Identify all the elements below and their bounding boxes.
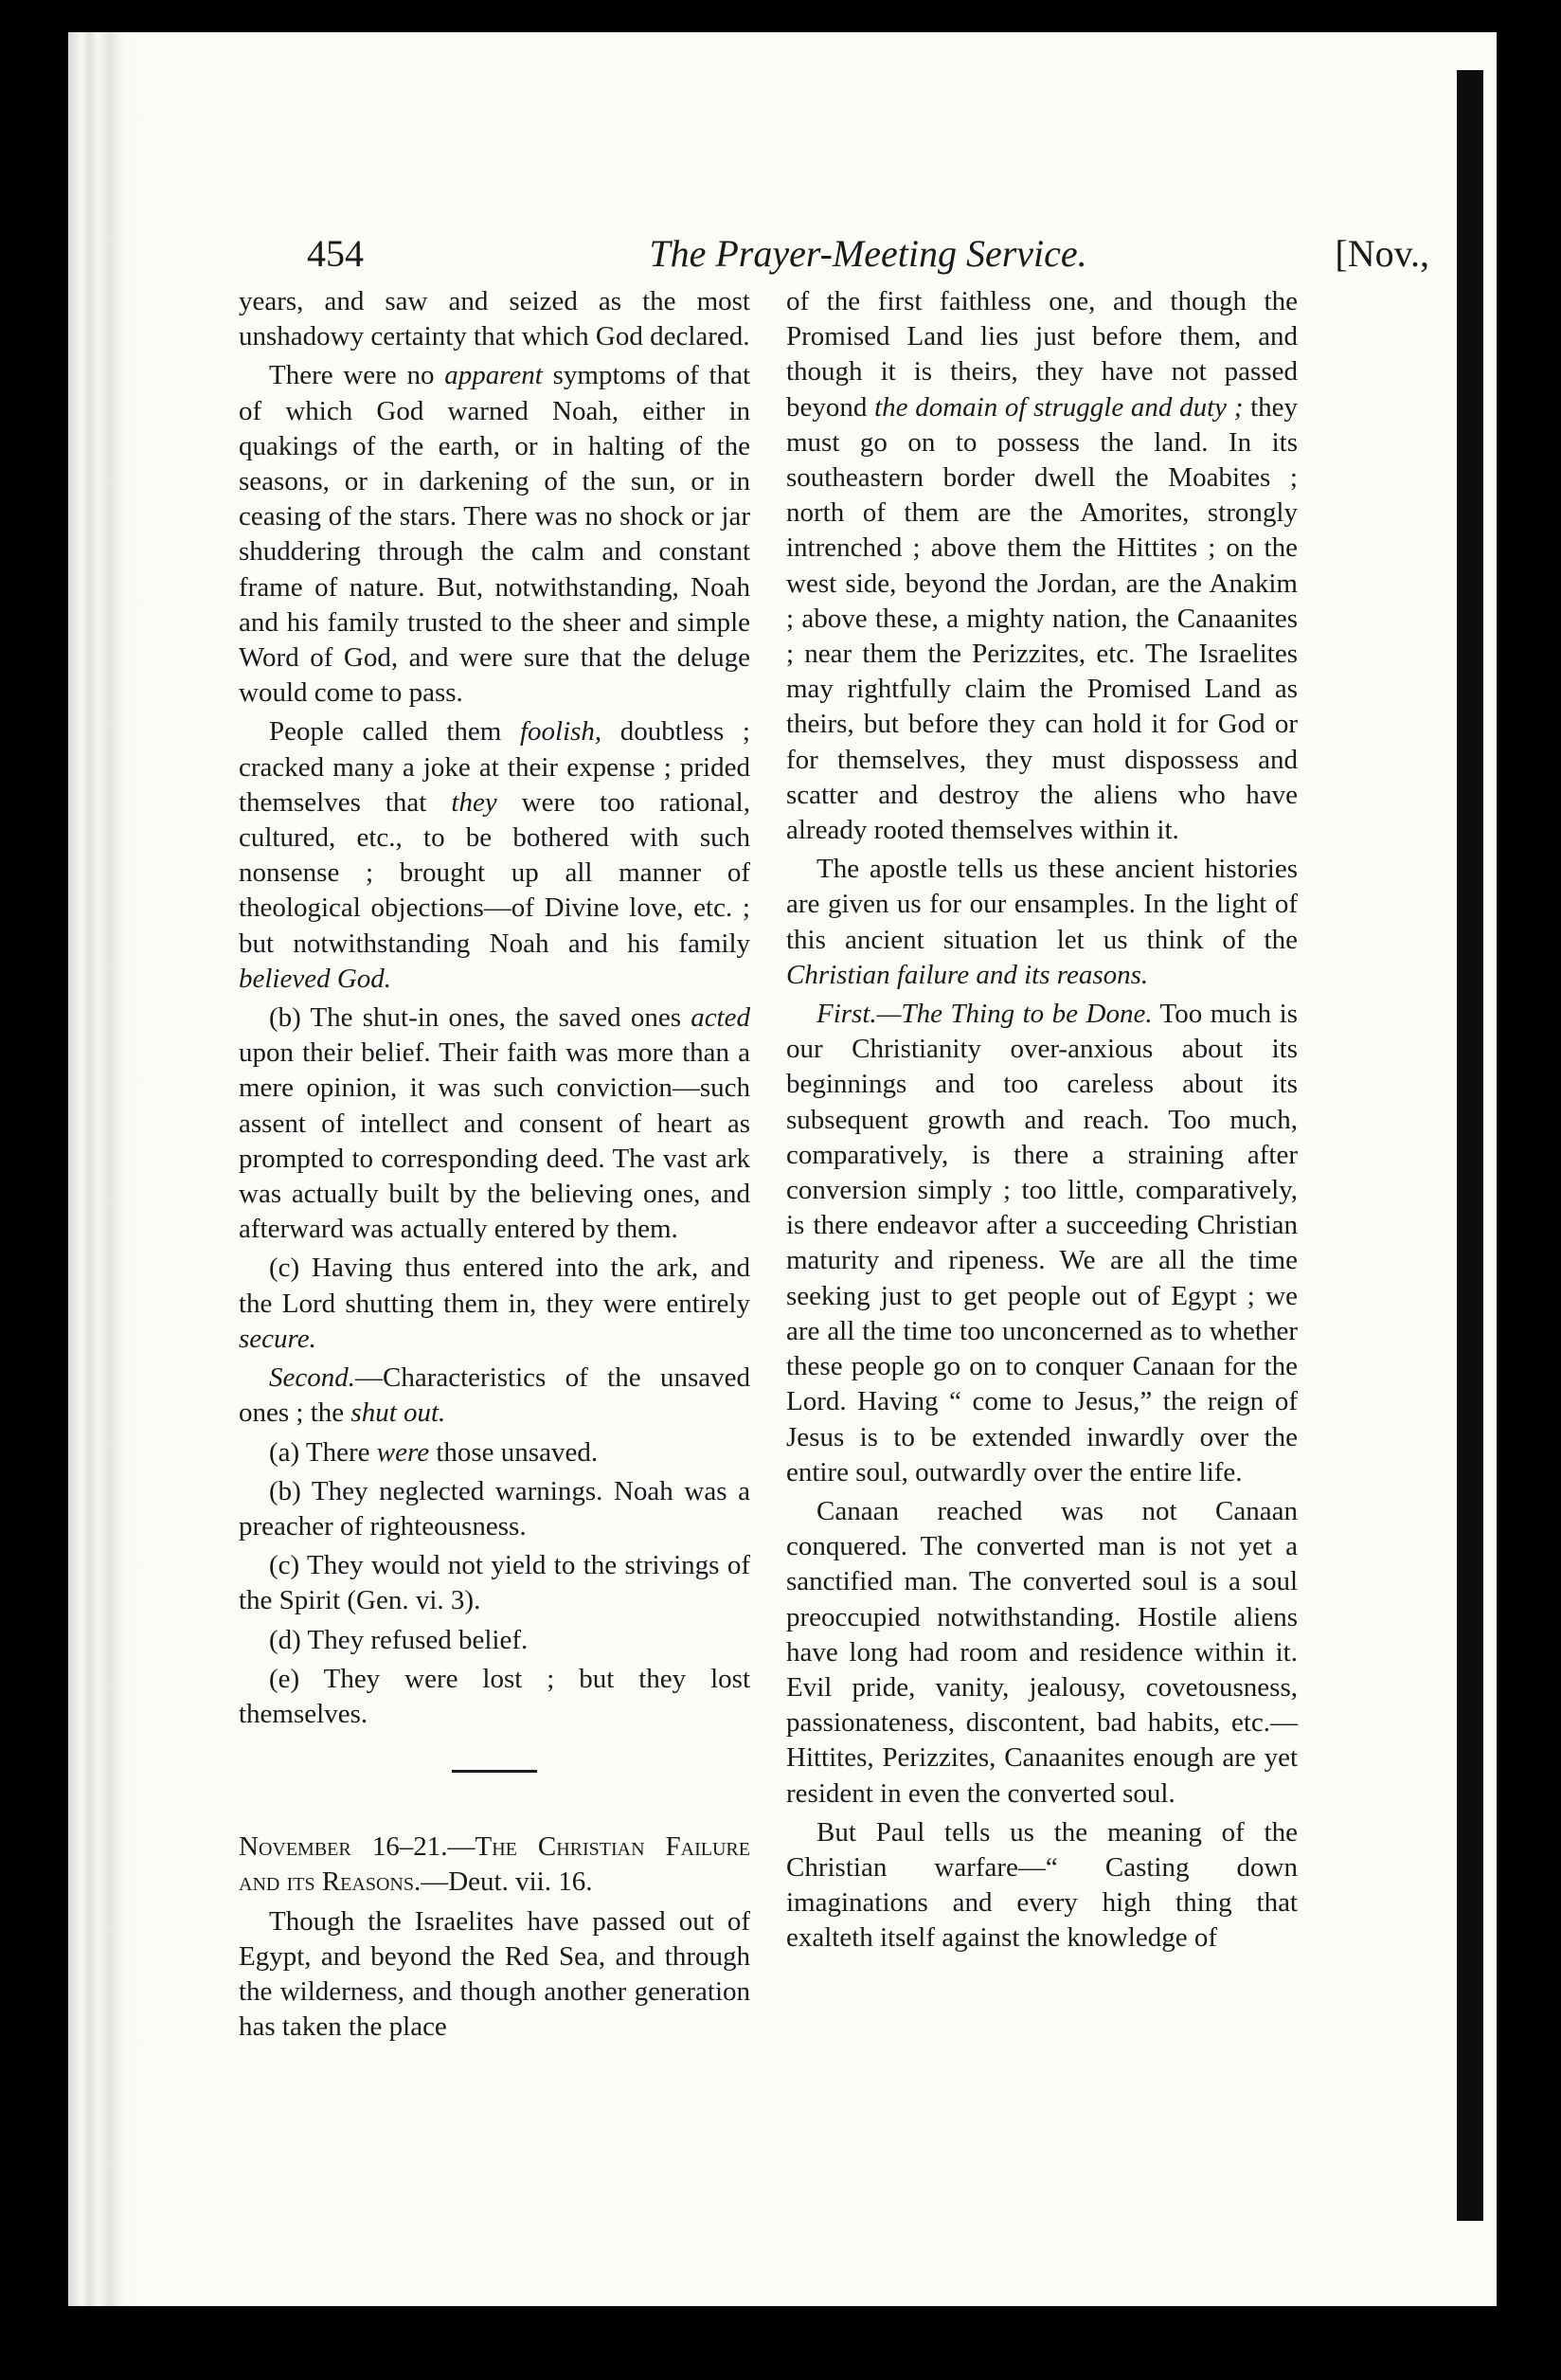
paragraph: Though the Israelites have passed out of Egypt, and beyond the Red Sea, and through the wilderness, and though another generation has taken the place [239, 1905, 750, 2043]
paragraph: years, and saw and seized as the most unshadowy certainty that which God declared. [239, 286, 750, 352]
section-divider [452, 1770, 537, 1773]
section-heading: November 16–21.—The Christian Failure and its Reasons.—Deut. vii. 16. [239, 1831, 750, 1898]
paragraph: (c) Having thus entered into the ark, and the Lord shutting them in, they were entirely secure. [239, 1253, 750, 1354]
paragraph: (d) They refused belief. [269, 1624, 529, 1655]
binding-spine [1457, 70, 1483, 2221]
paragraph: (e) They were lost ; but they lost themselves. [239, 1663, 750, 1729]
running-head [307, 231, 1429, 288]
paragraph: Canaan reached was not Canaan conquered. The converted man is not yet a sanctified man. The converted soul is a soul preoccupied notwithstanding. Hostile aliens have long had room and residence within it. Evil pride, vanity, jealousy, covetousness, passionateness, discontent, bad habits, etc.—Hittites, Perizzites, Canaanites enough are yet resident in even the converted soul. [786, 1495, 1298, 1809]
paragraph: There were no apparent symptoms of that of which God warned Noah, either in quakings of the earth, or in halting of the seasons, or in darkening of the sun, or in ceasing of the stars. There was no shock or jar shuddering through the calm and constant frame of nature. But, notwithstanding, Noah and his family trusted to the sheer and simple Word of God, and were sure that the deluge would come to pass. [239, 360, 750, 709]
paragraph: First.—The Thing to be Done. Too much is our Christianity over-anxious about its beginnings and too careless about its subsequent growth and reach. Too much, comparatively, is there a straining after conversion simply ; too little, comparatively, is there endeavor after a succeeding Christian maturity and ripeness. We are all the time seeking just to get people out of Egypt ; we are all the time too unconcerned as to whether these people go on to conquer Canaan for the Lord. Having “ come to Jesus,” the reign of Jesus is to be extended inwardly over the entire soul, outwardly over the entire life. [786, 999, 1299, 1488]
paragraph: (b) They neglected warnings. Noah was a preacher of righteousness. [239, 1475, 750, 1542]
paragraph: Second.—Characteristics of the unsaved ones ; the shut out. [239, 1362, 750, 1429]
paragraph: But Paul tells us the meaning of the Christian warfare—“ Casting down imaginations and every high thing that exalteth itself against the knowledge of [786, 1816, 1298, 1954]
paragraph: (b) The shut-in ones, the saved ones acted upon their belief. Their faith was more than a mere opinion, it was such conviction—such assent of intellect and consent of heart as prompted to corresponding deed. The vast ark was actually built by the believing ones, and afterward was actually entered by them. [239, 1002, 750, 1245]
paragraph: People called them foolish, doubtless ; cracked many a joke at their expense ; prided themselves that they were too rational, cultured, etc., to be bothered with such nonsense ; brought up all manner of theological objections—of Divine love, etc. ; but notwithstanding Noah and his family believed God. [239, 716, 750, 994]
paragraph: (c) They would not yield to the strivings of the Spirit (Gen. vi. 3). [239, 1550, 750, 1616]
paragraph: The apostle tells us these ancient histories are given us for our ensamples. In the light of this ancient situation let us think of the Christian failure and its reasons. [786, 854, 1298, 990]
running-title: The Prayer-Meeting Service. [649, 232, 1087, 275]
running-month: [Nov., [1335, 232, 1429, 275]
left-column [239, 284, 750, 2048]
paragraph: (a) There were those unsaved. [269, 1436, 599, 1468]
page-edge-shadow [68, 32, 152, 2306]
page-number: 454 [307, 232, 364, 275]
right-column [786, 284, 1298, 1960]
paragraph: of the first faithless one, and though the Promised Land lies just before them, and though it is theirs, they have not passed beyond the domain of struggle and duty ; they must go on to possess the land. In its southeastern border dwell the Moabites ; north of them are the Amorites, strongly intrenched ; above them the Hittites ; on the west side, beyond the Jordan, are the Anakim ; above these, a mighty nation, the Canaanites ; near them the Perizzites, etc. The Israelites may rightfully claim the Promised Land as theirs, but before they can hold it for God or for themselves, they must dispossess and scatter and destroy the aliens who have already rooted themselves within it. [786, 286, 1298, 846]
